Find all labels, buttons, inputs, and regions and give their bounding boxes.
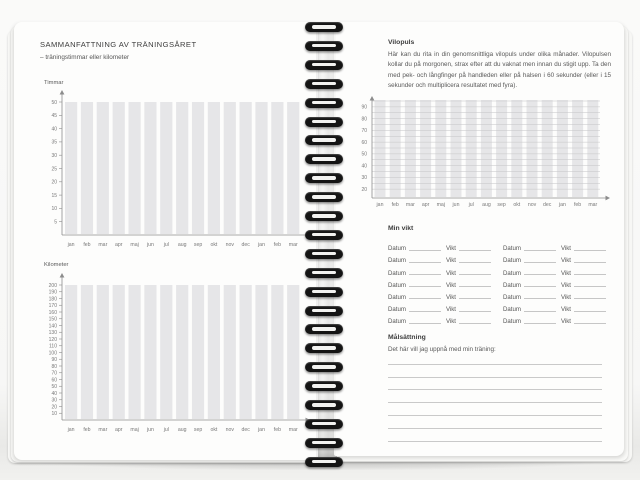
min-vikt-grid	[388, 240, 606, 325]
malsattning-heading: Målsättning	[388, 334, 426, 341]
datum-fill-in-line	[524, 285, 556, 287]
kilometer-month-label: jan	[67, 427, 75, 433]
kilometer-placeholder-column	[271, 285, 283, 419]
kilometer-ytick-label: 70	[51, 370, 57, 377]
binding-ring-slot	[312, 120, 336, 124]
kilometer-ytick-label: 150	[48, 316, 57, 323]
datum-fill-in-line	[409, 249, 441, 251]
vikt-label: Vikt	[445, 269, 457, 277]
min-vikt-row	[388, 264, 491, 276]
timmar-month-label: apr	[114, 242, 123, 248]
kilometer-ytick-label: 10	[51, 411, 57, 418]
vikt-fill-in-line	[574, 249, 606, 251]
vikt-label: Vikt	[560, 306, 572, 314]
binding-ring-icon	[305, 438, 343, 448]
vikt-fill-in-line	[574, 285, 606, 287]
timmar-month-label: dec	[241, 242, 250, 248]
binding-ring-slot	[312, 346, 336, 350]
kilometer-placeholder-column	[144, 285, 156, 419]
vikt-label: Vikt	[560, 245, 572, 253]
timmar-ytick-label: 5	[54, 219, 57, 226]
kilometer-month-label: jun	[146, 427, 154, 433]
spiral-binding	[305, 0, 343, 480]
timmar-month-label: mar	[98, 242, 108, 248]
kilometer-chart-title: Kilometer	[44, 262, 69, 268]
vikt-label: Vikt	[560, 257, 572, 265]
datum-fill-in-line	[524, 261, 556, 263]
binding-ring-icon	[305, 79, 343, 89]
datum-label: Datum	[503, 257, 521, 265]
vikt-fill-in-line	[459, 285, 491, 287]
kilometer-ytick-label: 180	[48, 296, 57, 303]
min-vikt-row	[388, 289, 491, 301]
vilopuls-ytick-label: 40	[361, 163, 367, 170]
vilopuls-month-label: jan	[558, 202, 566, 208]
timmar-placeholder-column	[176, 102, 188, 234]
binding-ring-icon	[305, 41, 343, 51]
timmar-month-label: jan	[258, 242, 265, 248]
vilopuls-x-arrow-icon	[606, 196, 611, 201]
kilometer-month-label: mar	[98, 427, 108, 433]
vikt-fill-in-line	[574, 273, 606, 275]
kilometer-placeholder-column	[160, 285, 172, 419]
datum-label: Datum	[388, 257, 406, 265]
binding-ring-slot	[312, 403, 336, 407]
min-vikt-row	[503, 289, 606, 301]
datum-fill-in-line	[524, 310, 556, 312]
kilometer-placeholder-column	[176, 285, 188, 419]
ruled-line	[388, 365, 602, 378]
timmar-ytick-label: 35	[51, 139, 57, 146]
binding-ring-slot	[312, 82, 336, 86]
vikt-fill-in-line	[459, 310, 491, 312]
binding-ring-slot	[312, 233, 336, 237]
binding-ring-icon	[305, 117, 343, 127]
binding-ring-slot	[312, 365, 336, 369]
timmar-chart-title: Timmar	[44, 80, 64, 86]
binding-ring-slot	[312, 63, 336, 67]
timmar-month-label: jan	[67, 242, 75, 248]
kilometer-month-label: sep	[193, 427, 203, 433]
vilopuls-month-label: mar	[588, 202, 598, 208]
vikt-fill-in-line	[459, 322, 491, 324]
kilometer-month-label: dec	[241, 427, 250, 433]
kilometer-month-label: maj	[130, 427, 139, 433]
datum-label: Datum	[503, 306, 521, 314]
kilometer-month-label: okt	[210, 427, 218, 433]
binding-ring-icon	[305, 154, 343, 164]
kilometer-month-label: feb	[83, 427, 91, 433]
left-page	[14, 22, 318, 460]
vilopuls-ytick-label: 90	[361, 104, 367, 111]
kilometer-placeholder-column	[224, 285, 236, 419]
timmar-month-label: mar	[288, 242, 298, 248]
binding-ring-icon	[305, 98, 343, 108]
binding-ring-slot	[312, 138, 336, 142]
ruled-line	[388, 390, 602, 403]
timmar-placeholder-column	[287, 102, 299, 234]
datum-label: Datum	[388, 245, 406, 253]
timmar-month-label: sep	[193, 242, 203, 248]
kilometer-ytick-label: 50	[51, 384, 57, 391]
vilopuls-month-label: maj	[436, 202, 445, 208]
datum-fill-in-line	[409, 261, 441, 263]
datum-label: Datum	[503, 318, 521, 326]
page-subtitle: – träningstimmar eller kilometer	[40, 54, 130, 61]
kilometer-placeholder-column	[128, 285, 140, 419]
datum-label: Datum	[503, 293, 521, 301]
timmar-placeholder-column	[255, 102, 267, 234]
vilopuls-month-label: apr	[421, 202, 430, 208]
min-vikt-heading: Min vikt	[388, 225, 414, 232]
kilometer-ytick-label: 120	[48, 336, 57, 343]
vilopuls-placeholder-column	[390, 100, 401, 197]
datum-fill-in-line	[524, 273, 556, 275]
vilopuls-placeholder-column	[451, 100, 462, 197]
timmar-month-label: maj	[130, 242, 139, 248]
binding-ring-slot	[312, 309, 336, 313]
min-vikt-row	[388, 252, 491, 264]
datum-label: Datum	[388, 293, 406, 301]
vikt-fill-in-line	[459, 297, 491, 299]
vilopuls-ytick-label: 30	[361, 175, 367, 182]
ruled-line	[388, 378, 602, 391]
vilopuls-placeholder-column	[572, 100, 583, 197]
vilopuls-placeholder-column	[481, 100, 492, 197]
binding-ring-slot	[312, 422, 336, 426]
vilopuls-month-label: sep	[497, 202, 506, 208]
kilometer-ytick-label: 90	[51, 357, 57, 364]
binding-ring-icon	[305, 306, 343, 316]
kilometer-placeholder-column	[287, 285, 299, 419]
vilopuls-ytick-label: 20	[361, 186, 367, 193]
binding-ring-icon	[305, 173, 343, 183]
binding-ring-slot	[312, 290, 336, 294]
datum-fill-in-line	[524, 297, 556, 299]
binding-ring-icon	[305, 22, 343, 32]
timmar-ytick-label: 40	[51, 126, 57, 133]
vilopuls-placeholder-column	[587, 100, 598, 197]
kilometer-month-label: apr	[114, 427, 123, 433]
kilometer-month-label: mar	[288, 427, 298, 433]
datum-label: Datum	[503, 269, 521, 277]
vilopuls-month-label: feb	[391, 202, 399, 208]
min-vikt-row	[388, 277, 491, 289]
vikt-label: Vikt	[560, 293, 572, 301]
vikt-fill-in-line	[574, 297, 606, 299]
binding-ring-icon	[305, 343, 343, 353]
timmar-placeholder-column	[65, 102, 77, 234]
min-vikt-row	[503, 301, 606, 313]
kilometer-ytick-label: 40	[51, 390, 57, 397]
kilometer-placeholder-column	[81, 285, 93, 419]
vilopuls-placeholder-column	[466, 100, 477, 197]
binding-ring-icon	[305, 324, 343, 334]
binding-ring-slot	[312, 25, 336, 29]
datum-fill-in-line	[409, 285, 441, 287]
vilopuls-month-label: jul	[468, 202, 474, 208]
vilopuls-month-label: feb	[573, 202, 582, 208]
binding-ring-slot	[312, 44, 336, 48]
vilopuls-y-arrow-icon	[370, 96, 375, 101]
binding-ring-icon	[305, 457, 343, 467]
vikt-fill-in-line	[574, 322, 606, 324]
binding-ring-slot	[312, 101, 336, 105]
vilopuls-month-label: okt	[513, 202, 521, 208]
timmar-placeholder-column	[192, 102, 204, 234]
vilopuls-placeholder-column	[527, 100, 538, 197]
min-vikt-row	[388, 240, 491, 252]
timmar-ytick-label: 15	[51, 192, 57, 199]
ruled-line	[388, 416, 602, 429]
timmar-ytick-label: 10	[51, 206, 57, 213]
ruled-line	[388, 403, 602, 416]
kilometer-ytick-label: 190	[48, 289, 57, 296]
vilopuls-heading: Vilopuls	[388, 39, 415, 46]
kilometer-placeholder-column	[97, 285, 109, 419]
binding-ring-icon	[305, 268, 343, 278]
kilometer-month-label: aug	[177, 427, 187, 433]
vikt-label: Vikt	[560, 281, 572, 289]
binding-ring-slot	[312, 176, 336, 180]
timmar-placeholder-column	[160, 102, 172, 234]
binding-ring-icon	[305, 230, 343, 240]
kilometer-placeholder-column	[208, 285, 220, 419]
vikt-label: Vikt	[445, 245, 457, 253]
kilometer-ytick-label: 80	[51, 363, 57, 370]
datum-fill-in-line	[524, 249, 556, 251]
timmar-placeholder-column	[240, 102, 252, 234]
vilopuls-chart-svg	[356, 94, 618, 216]
vikt-fill-in-line	[459, 273, 491, 275]
vilopuls-month-label: jan	[376, 202, 384, 208]
kilometer-month-label: feb	[273, 427, 281, 433]
min-vikt-row	[503, 277, 606, 289]
datum-label: Datum	[503, 281, 521, 289]
vikt-label: Vikt	[445, 318, 457, 326]
ruled-lines	[388, 352, 602, 442]
timmar-chart-svg	[40, 88, 312, 254]
vikt-fill-in-line	[574, 310, 606, 312]
timmar-ytick-label: 50	[51, 99, 57, 106]
kilometer-placeholder-column	[240, 285, 252, 419]
vilopuls-month-label: jun	[452, 202, 460, 208]
datum-label: Datum	[388, 281, 406, 289]
min-vikt-column	[388, 240, 491, 325]
vilopuls-ytick-label: 50	[361, 151, 367, 158]
binding-ring-slot	[312, 384, 336, 388]
kilometer-ytick-label: 20	[51, 404, 57, 411]
binding-ring-slot	[312, 441, 336, 445]
vilopuls-ytick-label: 80	[361, 116, 367, 123]
timmar-placeholder-column	[271, 102, 283, 234]
vilopuls-month-label: aug	[482, 202, 491, 208]
timmar-placeholder-column	[144, 102, 156, 234]
min-vikt-row	[503, 264, 606, 276]
kilometer-ytick-label: 30	[51, 397, 57, 404]
vilopuls-placeholder-column	[405, 100, 416, 197]
kilometer-placeholder-column	[255, 285, 267, 419]
timmar-ytick-label: 30	[51, 153, 57, 159]
min-vikt-column	[503, 240, 606, 325]
timmar-y-arrow-icon	[60, 90, 65, 95]
timmar-month-label: aug	[177, 242, 187, 248]
timmar-placeholder-column	[113, 102, 125, 234]
vilopuls-ytick-label: 70	[361, 128, 367, 135]
binding-ring-icon	[305, 249, 343, 259]
kilometer-chart-svg	[40, 270, 312, 444]
right-page	[334, 22, 624, 456]
timmar-month-label: nov	[225, 242, 234, 248]
kilometer-ytick-label: 170	[48, 303, 57, 310]
timmar-placeholder-column	[97, 102, 109, 234]
binding-ring-slot	[312, 214, 336, 218]
timmar-ytick-label: 45	[51, 113, 57, 120]
binding-ring-icon	[305, 192, 343, 202]
min-vikt-row	[503, 252, 606, 264]
vilopuls-ytick-label: 60	[361, 139, 367, 146]
vikt-label: Vikt	[560, 318, 572, 326]
kilometer-month-label: nov	[225, 427, 234, 433]
vikt-label: Vikt	[560, 269, 572, 277]
timmar-placeholder-column	[128, 102, 140, 234]
kilometer-placeholder-column	[192, 285, 204, 419]
binding-ring-icon	[305, 287, 343, 297]
binding-ring-icon	[305, 211, 343, 221]
vilopuls-description: Här kan du rita in din genomsnittliga vilopuls under olika månader. Vilopulsen kollar du på morgonen, strax efter att du vaknat men innan du stigit upp. Ta den med pek- och långfinger på handleden eller på halsen i 60 sekunder (eller i 15 sekunder och multiplicera resultatet med fyra).	[388, 51, 611, 90]
binding-ring-icon	[305, 381, 343, 391]
vilopuls-month-label: mar	[405, 202, 415, 208]
timmar-month-label: feb	[273, 242, 281, 248]
malsattning-prompt: Det här vill jag uppnå med min träning:	[388, 346, 496, 353]
timmar-placeholder-column	[224, 102, 236, 234]
kilometer-ytick-label: 110	[49, 343, 57, 350]
page-title: SAMMANFATTNING AV TRÄNINGSÅRET	[40, 40, 197, 49]
kilometer-ytick-label: 100	[48, 350, 57, 357]
timmar-month-label: feb	[83, 242, 91, 248]
kilometer-ytick-label: 140	[48, 323, 57, 330]
datum-fill-in-line	[409, 297, 441, 299]
timmar-month-label: jul	[163, 242, 169, 248]
kilometer-ytick-label: 60	[51, 377, 57, 384]
ruled-line	[388, 429, 602, 442]
binding-ring-slot	[312, 327, 336, 331]
vilopuls-placeholder-column	[375, 100, 386, 197]
vikt-fill-in-line	[459, 249, 491, 251]
kilometer-y-arrow-icon	[60, 273, 65, 278]
vilopuls-placeholder-column	[496, 100, 507, 197]
vilopuls-month-label: nov	[527, 202, 537, 208]
timmar-ytick-label: 25	[51, 166, 57, 173]
binding-ring-icon	[305, 419, 343, 429]
timmar-placeholder-column	[208, 102, 220, 234]
vilopuls-month-label: dec	[543, 202, 552, 208]
vilopuls-placeholder-column	[511, 100, 522, 197]
binding-ring-slot	[312, 252, 336, 256]
timmar-month-label: jun	[146, 242, 154, 248]
kilometer-ytick-label: 130	[48, 330, 57, 337]
datum-label: Datum	[388, 318, 406, 326]
datum-label: Datum	[503, 245, 521, 253]
binding-ring-icon	[305, 60, 343, 70]
min-vikt-row	[388, 313, 491, 325]
kilometer-ytick-label: 160	[48, 309, 57, 316]
binding-ring-icon	[305, 362, 343, 372]
vilopuls-placeholder-column	[420, 100, 431, 197]
vikt-fill-in-line	[459, 261, 491, 263]
datum-fill-in-line	[409, 273, 441, 275]
datum-fill-in-line	[409, 322, 441, 324]
min-vikt-row	[503, 313, 606, 325]
vikt-label: Vikt	[445, 257, 457, 265]
kilometer-placeholder-column	[65, 285, 77, 419]
kilometer-placeholder-column	[113, 285, 125, 419]
vilopuls-placeholder-column	[435, 100, 446, 197]
binding-ring-slot	[312, 271, 336, 275]
datum-fill-in-line	[409, 310, 441, 312]
kilometer-ytick-label: 200	[48, 282, 57, 289]
timmar-month-label: okt	[210, 242, 218, 248]
vikt-label: Vikt	[445, 306, 457, 314]
vikt-label: Vikt	[445, 293, 457, 301]
binding-ring-icon	[305, 135, 343, 145]
timmar-placeholder-column	[81, 102, 93, 234]
timmar-ytick-label: 20	[51, 179, 57, 186]
datum-label: Datum	[388, 306, 406, 314]
vilopuls-placeholder-column	[557, 100, 568, 197]
ruled-line	[388, 352, 602, 365]
vikt-label: Vikt	[445, 281, 457, 289]
binding-ring-slot	[312, 195, 336, 199]
datum-label: Datum	[388, 269, 406, 277]
binding-ring-icon	[305, 400, 343, 410]
binding-ring-slot	[312, 157, 336, 161]
min-vikt-row	[388, 301, 491, 313]
binding-ring-slot	[312, 460, 336, 464]
vikt-fill-in-line	[574, 261, 606, 263]
vilopuls-placeholder-column	[542, 100, 553, 197]
datum-fill-in-line	[524, 322, 556, 324]
kilometer-month-label: jan	[258, 427, 265, 433]
min-vikt-row	[503, 240, 606, 252]
kilometer-month-label: jul	[163, 427, 169, 433]
